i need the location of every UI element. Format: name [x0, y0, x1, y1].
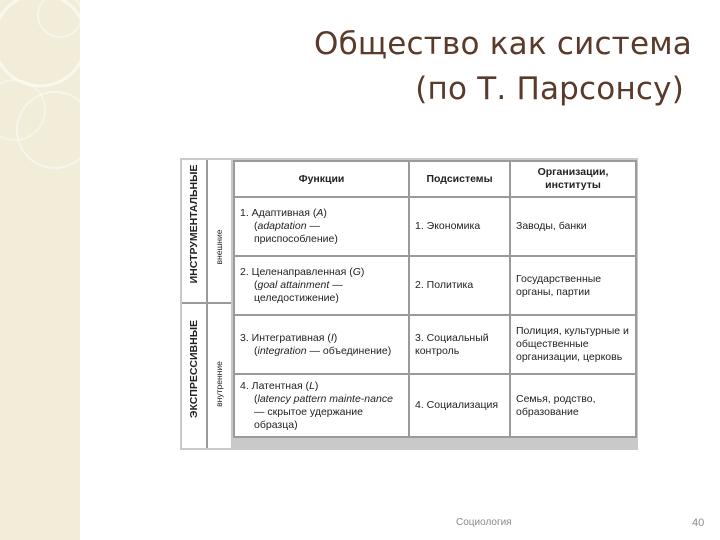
group-label-column — [182, 160, 231, 448]
table-row — [234, 197, 636, 256]
table-row — [234, 256, 636, 315]
function-cell: 1. Адаптивная (A) (adaptation — приспособление) — [234, 197, 409, 256]
label-instrumental: ИНСТРУМЕНТАЛЬНЫЕ — [188, 164, 200, 284]
subsystem-cell: 4. Социализация — [409, 374, 510, 437]
institutions-cell: Полиция, культурные и общественные организации, церковь — [510, 315, 636, 374]
header-institutions: Организации, институты — [510, 161, 636, 197]
slide-title-line2: (по Т. Парсонсу) — [415, 71, 684, 107]
parsons-functions-table — [233, 160, 637, 438]
label-internal: внутренние — [214, 361, 224, 407]
function-cell: 4. Латентная (L) (latency pattern mainte-nance — скрытое удержание образца) — [234, 374, 409, 437]
slide-title — [314, 22, 692, 112]
institutions-cell: Государственные органы, партии — [510, 256, 636, 315]
label-expressive: ЭКСПРЕССИВНЫЕ — [188, 319, 200, 419]
institutions-cell: Семья, родство, образование — [510, 374, 636, 437]
subsystem-cell: 2. Политика — [409, 256, 510, 315]
page-number: 40 — [692, 517, 705, 529]
function-cell: 3. Интегративная (I) (integration — объединение) — [234, 315, 409, 374]
label-external: внешние — [214, 229, 224, 265]
header-functions: Функции — [234, 161, 409, 197]
header-subsystems: Подсистемы — [409, 161, 510, 197]
subsystem-cell: 3. Социальный контроль — [409, 315, 510, 374]
subsystem-cell: 1. Экономика — [409, 197, 510, 256]
slide-title-line1: Общество как система — [313, 26, 692, 62]
decorative-side-band — [0, 0, 80, 540]
table-row — [234, 374, 636, 437]
table-row — [234, 315, 636, 374]
footer-label: Социология — [456, 517, 512, 528]
decorative-circles — [0, 0, 80, 540]
institutions-cell: Заводы, банки — [510, 197, 636, 256]
function-cell: 2. Целенаправленная (G) (goal attainment — целедостижение) — [234, 256, 409, 315]
